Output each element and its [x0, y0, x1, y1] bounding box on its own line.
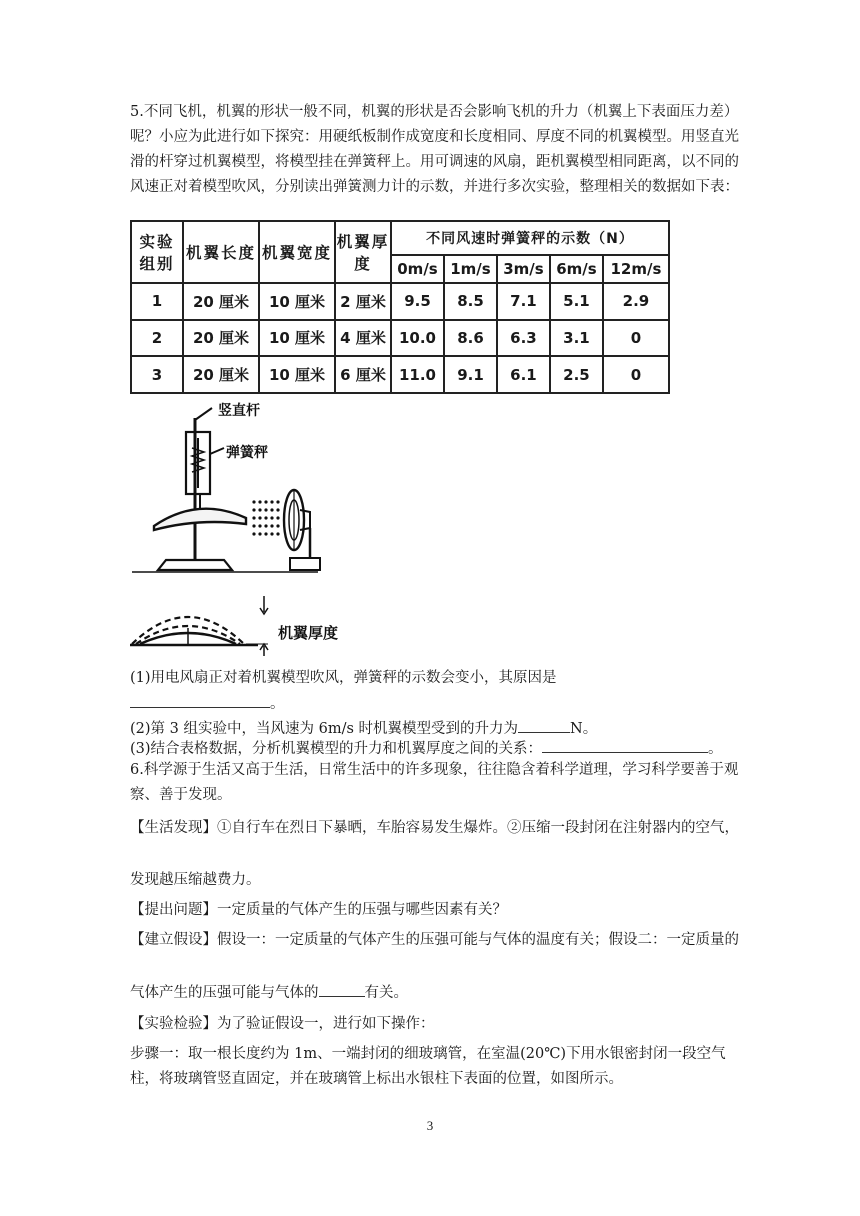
cell: 10 厘米	[259, 320, 335, 357]
cell: 20 厘米	[183, 283, 259, 320]
speed-header: 12m/s	[603, 255, 669, 283]
q6-question: 【提出问题】一定质量的气体产生的压强与哪些因素有关？	[130, 902, 507, 918]
cell: 7.1	[497, 283, 550, 320]
q5-intro: 5.不同飞机，机翼的形状一般不同，机翼的形状是否会影响飞机的升力（机翼上下表面压力差）呢？小应为此进行如下探究：用硬纸板制作成宽度和长度相同、厚度不同的机翼模型。用竖直光滑的杆穿过机翼模型，将模型挂在弹簧秤上。用可调速的风扇，距机翼模型相同距离，以不同的风速正对着模型吹风，分别读出弹簧测力计的示数，并进行多次实验，整理相关的数据如下表：	[130, 104, 739, 195]
q6-discovery: 【生活发现】①自行车在烈日下暴晒，车胎容易发生爆炸。②压缩一段封闭在注射器内的空气，	[130, 820, 739, 836]
q5-q1	[130, 666, 740, 717]
label-rod: 竖直杆	[218, 403, 260, 419]
cell: 20 厘米	[183, 356, 259, 393]
answer-blank[interactable]	[130, 691, 270, 708]
q6-step1: 步骤一：取一根长度约为 1m、一端封闭的细玻璃管，在室温(20℃)下用水银密封闭一段空气柱，将玻璃管竖直固定，并在玻璃管上标出水银柱下表面的位置，如图所示。	[130, 1046, 726, 1087]
cell: 11.0	[391, 356, 444, 393]
col-header: 机翼长度	[183, 221, 259, 283]
cell: 6.1	[497, 356, 550, 393]
cell: 8.6	[444, 320, 497, 357]
cell: 0	[603, 320, 669, 357]
cell: 1	[131, 283, 183, 320]
q3-end: 。	[708, 741, 723, 757]
q6-test: 【实验检验】为了验证假设一，进行如下操作：	[130, 1016, 435, 1032]
answer-blank[interactable]	[319, 980, 365, 997]
cell: 6 厘米	[335, 356, 391, 393]
cell: 2.5	[550, 356, 603, 393]
cell: 2	[131, 320, 183, 357]
q2-text: (2)第 3 组实验中，当风速为 6m/s 时机翼模型受到的升力为	[130, 721, 519, 737]
q1-end: 。	[270, 696, 285, 712]
cell: 3	[131, 356, 183, 393]
answer-blank[interactable]	[542, 736, 708, 753]
col-header: 机翼宽度	[259, 221, 335, 283]
q6-hypothesis-cont	[130, 980, 740, 1006]
group-header: 不同风速时弹簧秤的示数（N）	[391, 221, 669, 255]
wing-thickness-figure	[128, 588, 388, 658]
label-spring-scale: 弹簧秤	[226, 445, 268, 461]
q6-discovery-cont: 发现越压缩越费力。	[130, 872, 261, 888]
table-row	[131, 283, 669, 320]
cell: 2.9	[603, 283, 669, 320]
table-row	[131, 356, 669, 393]
cell: 4 厘米	[335, 320, 391, 357]
label-thickness: 机翼厚度	[278, 624, 339, 642]
cell: 9.1	[444, 356, 497, 393]
speed-header: 6m/s	[550, 255, 603, 283]
cell: 10 厘米	[259, 356, 335, 393]
q6-intro: 6.科学源于生活又高于生活，日常生活中的许多现象，往往隐含着科学道理，学习科学要善于观察、善于发现。	[130, 762, 739, 803]
col-header: 机翼厚度	[335, 221, 391, 283]
cell: 6.3	[497, 320, 550, 357]
q1-text: (1)用电风扇正对着机翼模型吹风，弹簧秤的示数会变小，其原因是	[130, 670, 557, 686]
cell: 9.5	[391, 283, 444, 320]
cell: 8.5	[444, 283, 497, 320]
wing-section-drawing	[128, 588, 388, 658]
table-row	[131, 320, 669, 357]
cell: 20 厘米	[183, 320, 259, 357]
q2-unit: N。	[570, 721, 598, 737]
answer-blank[interactable]	[518, 716, 570, 733]
hypothesis-end: 有关。	[364, 985, 408, 1001]
page-number: 3	[426, 1118, 434, 1133]
q3-text: (3)结合表格数据，分析机翼模型的升力和机翼厚度之间的关系：	[130, 741, 543, 757]
cell: 10.0	[391, 320, 444, 357]
speed-header: 1m/s	[444, 255, 497, 283]
cell: 3.1	[550, 320, 603, 357]
speed-header: 3m/s	[497, 255, 550, 283]
col-header: 实验组别	[131, 221, 183, 283]
hypothesis-text: 气体产生的压强可能与气体的	[130, 985, 319, 1001]
data-table	[130, 220, 670, 394]
cell: 0	[603, 356, 669, 393]
q6-hypothesis: 【建立假设】假设一：一定质量的气体产生的压强可能与气体的温度有关；假设二：一定质量的	[130, 932, 739, 948]
cell: 5.1	[550, 283, 603, 320]
speed-header: 0m/s	[391, 255, 444, 283]
cell: 2 厘米	[335, 283, 391, 320]
cell: 10 厘米	[259, 283, 335, 320]
